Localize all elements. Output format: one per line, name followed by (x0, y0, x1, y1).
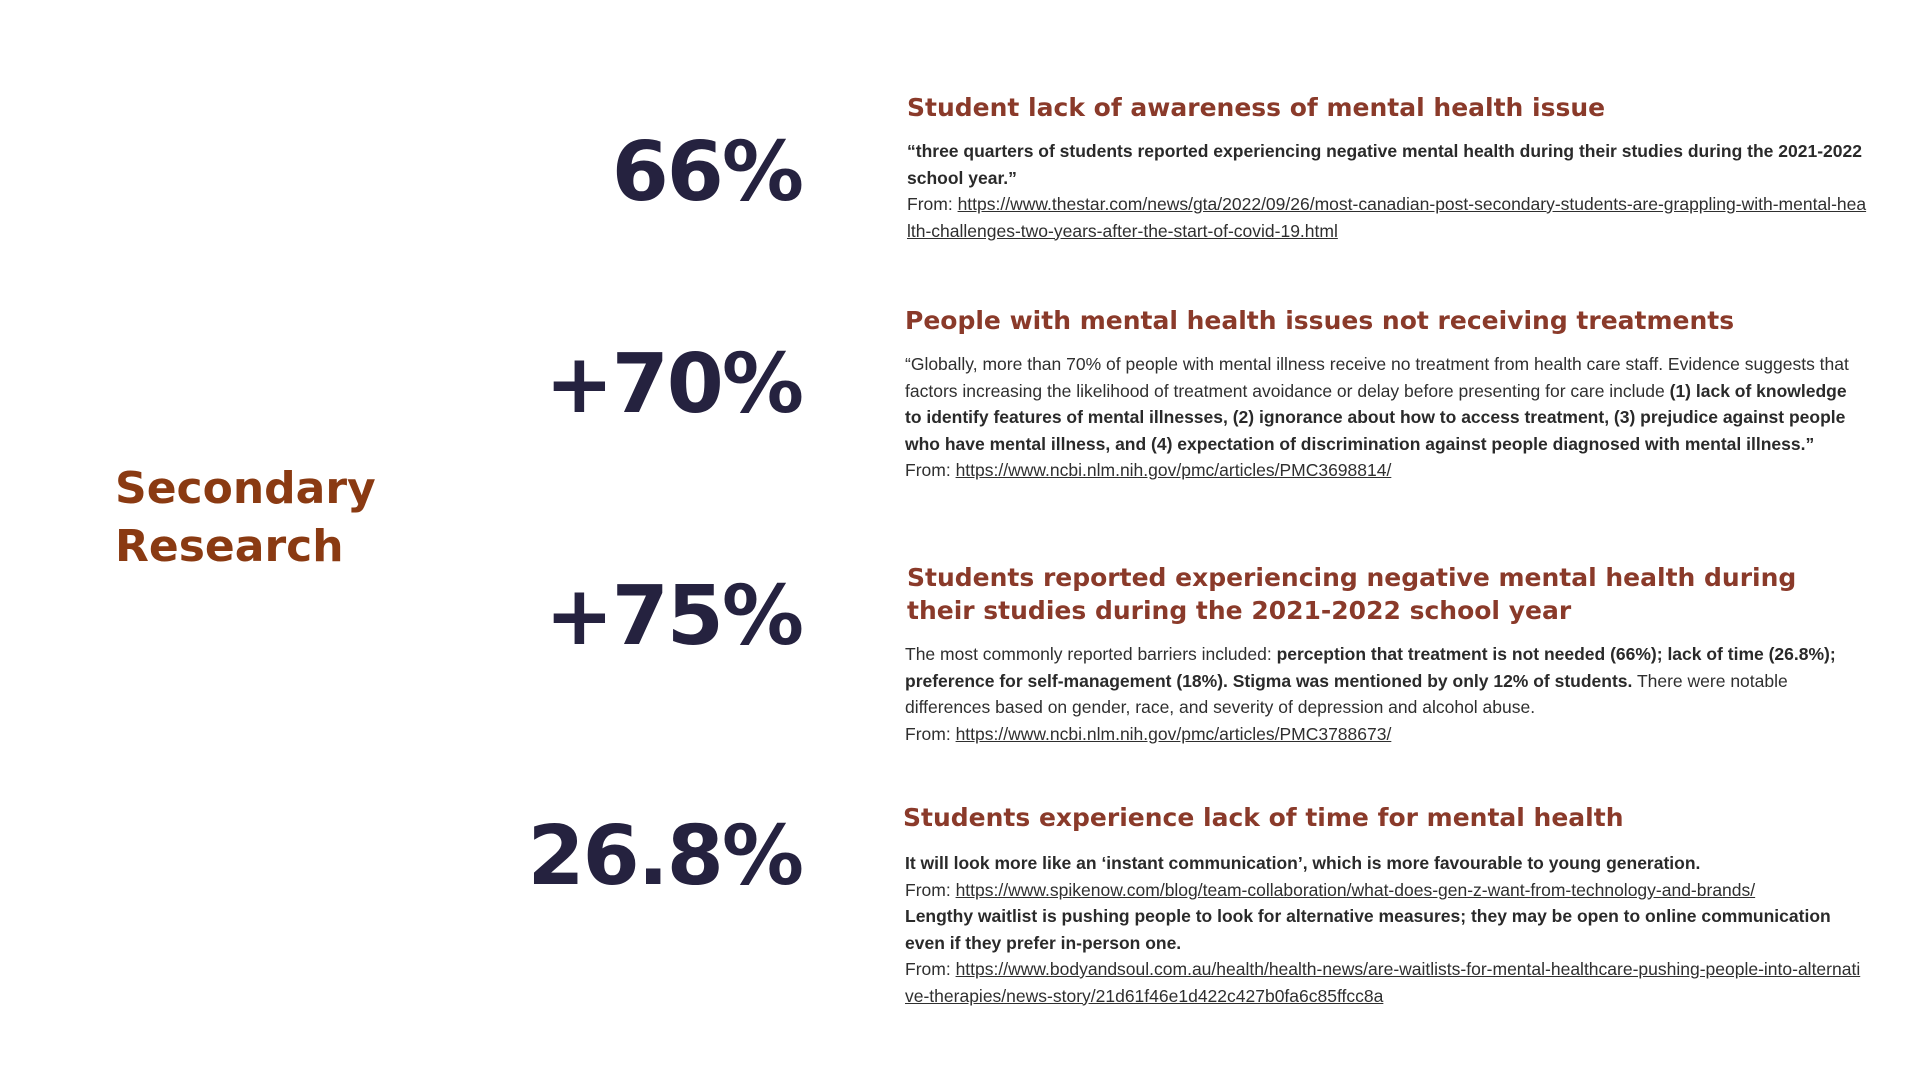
finding-text-4-bold-2: Lengthy waitlist is pushing people to look for alternative measures; they may be open to online communication even if they prefer in-person one. (905, 906, 1831, 953)
finding-block-2 (905, 304, 1865, 484)
finding-text-3-regular-1: The most commonly reported barriers included: (905, 644, 1272, 664)
source-link-1[interactable]: https://www.thestar.com/news/gta/2022/09/26/most-canadian-post-secondary-students-are-grappling-with-mental-health-challenges-two-years-after-the-start-of-covid-19.html (907, 194, 1867, 241)
finding-text-2-regular: “Globally, more than 70% of people with mental illness receive no treatment from health care staff. Evidence suggests that factors increasing the likelihood of treatment avoidance or delay before presenting for care include (905, 354, 1849, 401)
finding-text-3-bold: perception that treatment is not needed (66%); lack of time (26.8%); preference for self-management (18%). Stigma was mentioned by only 12% of students. (905, 644, 1836, 691)
finding-heading-1: Student lack of awareness of mental health issue (907, 93, 1606, 122)
source-link-4a[interactable]: https://www.spikenow.com/blog/team-collaboration/what-does-gen-z-want-from-technology-and-brands/ (955, 879, 1756, 900)
section-title-line-1: Secondary (115, 463, 376, 514)
source-link-4b[interactable]: https://www.bodyandsoul.com.au/health/health-news/are-waitlists-for-mental-healthcare-pushing-people-into-alternative-therapies/news-story/21d61f46e1d422c427b0fa6c85ffcc8a (905, 959, 1861, 1006)
finding-text-4 (905, 850, 1863, 1009)
from-label-4b: From: (905, 959, 951, 979)
stat-value-4: 26.8% (527, 809, 802, 904)
section-title (115, 460, 475, 576)
finding-text-3-regular-2: There were notable differences based on gender, race, and severity of depression and alcohol abuse. (905, 670, 1788, 717)
finding-text-2 (905, 351, 1865, 484)
finding-block-4 (903, 801, 1863, 1009)
finding-text-3 (905, 641, 1867, 747)
from-label-3: From: (905, 723, 951, 744)
from-label-2: From: (905, 460, 951, 480)
source-link-3[interactable]: https://www.ncbi.nlm.nih.gov/pmc/articles/PMC3788673/ (955, 723, 1392, 744)
finding-quote-1: “three quarters of students reported experiencing negative mental health during their studies during the 2021-2022 school year.” (907, 141, 1862, 188)
stat-value-2: +70% (545, 337, 802, 432)
finding-text-2-bold: (1) lack of knowledge to identify features of mental illnesses, (2) ignorance about how to access treatment, (3) prejudice against people who have mental illness, and (4) expectation of discrimination against people diagnosed with mental illness.” (905, 380, 1847, 454)
finding-heading-3: Students reported experiencing negative mental health during their studies during the 2021-2022 school year (907, 563, 1797, 625)
stat-value-3: +75% (545, 569, 802, 664)
finding-block-1 (907, 91, 1867, 244)
from-label-4a: From: (905, 879, 951, 900)
finding-text-4-bold-1: It will look more like an ‘instant communication’, which is more favourable to young generation. (905, 853, 1701, 873)
source-link-2[interactable]: https://www.ncbi.nlm.nih.gov/pmc/articles/PMC3698814/ (955, 460, 1392, 480)
finding-block-3 (907, 561, 1867, 747)
section-title-line-2: Research (115, 521, 344, 572)
finding-heading-2: People with mental health issues not receiving treatments (905, 306, 1735, 335)
stat-value-1: 66% (611, 125, 802, 220)
finding-text-1 (907, 138, 1867, 244)
from-label-1: From: (907, 194, 953, 214)
finding-heading-4: Students experience lack of time for mental health (903, 803, 1624, 832)
